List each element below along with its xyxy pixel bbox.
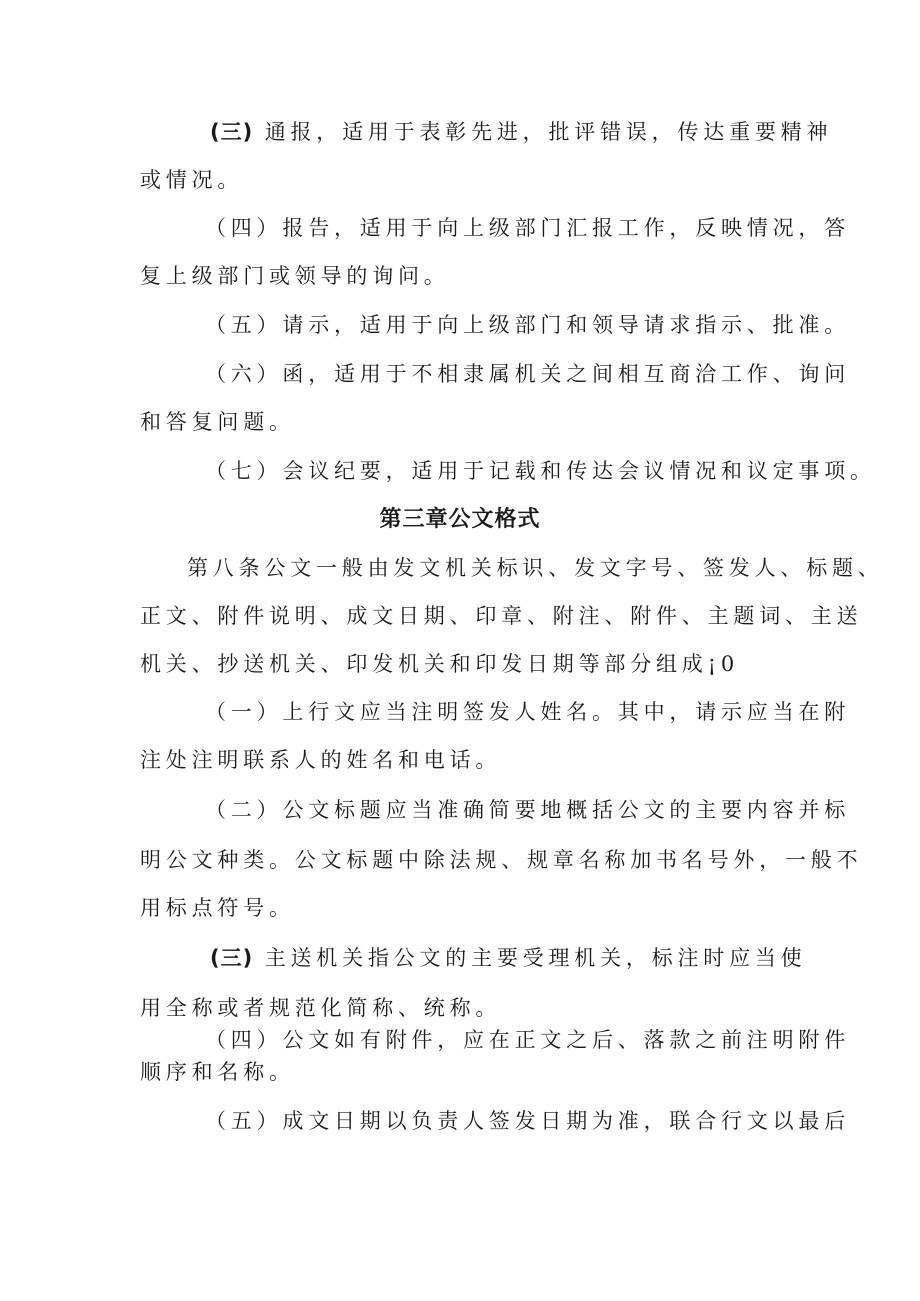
item-2-line-1: （二）公文标题应当准确简要地概括公文的主要内容并标 xyxy=(205,798,850,822)
section-6-line-1: （六）函，适用于不相隶属机关之间相互商洽工作、询问 xyxy=(205,362,850,386)
section-4-line-2: 复上级部门或领导的询问。 xyxy=(140,264,450,288)
item-5-line-1: （五）成文日期以负责人签发日期为准，联合行文以最后 xyxy=(205,1109,850,1133)
item-1-line-1: （一）上行文应当注明签发人姓名。其中，请示应当在附 xyxy=(205,700,850,724)
section-3-prefix: (三) xyxy=(210,120,254,144)
item-3-prefix: (三) xyxy=(210,946,254,970)
section-3-line-2: 或情况。 xyxy=(140,168,244,192)
item-3-line-1 xyxy=(210,943,807,973)
item-4-line-2: 顺序和名称。 xyxy=(140,1060,295,1084)
article-8-line-1: 第八条公文一般由发文机关标识、发文字号、签发人、标题、 xyxy=(187,556,884,580)
section-7-line: （七）会议纪要，适用于记载和传达会议情况和议定事项。 xyxy=(205,459,876,483)
article-8-line-2: 正文、附件说明、成文日期、印章、附注、附件、主题词、主送 xyxy=(140,604,863,628)
section-6-line-2: 和答复问题。 xyxy=(140,410,295,434)
item-3-text: 主送机关指公文的主要受理机关，标注时应当使 xyxy=(264,946,807,970)
item-1-line-2: 注处注明联系人的姓名和电话。 xyxy=(140,748,502,772)
chapter-title: 第三章公文格式 xyxy=(379,507,541,532)
section-4-line-1: （四）报告，适用于向上级部门汇报工作，反映情况，答 xyxy=(205,216,850,240)
article-8-line-3: 机关、抄送机关、印发机关和印发日期等部分组成¡0 xyxy=(140,652,739,676)
section-3-line-1 xyxy=(210,117,832,147)
item-3-line-2: 用全称或者规范化简称、统称。 xyxy=(140,996,502,1020)
item-4-line-1: （四）公文如有附件，应在正文之后、落款之前注明附件 xyxy=(205,1028,850,1052)
section-3-text: 通报，适用于表彰先进，批评错误，传达重要精神 xyxy=(264,120,833,144)
section-5-line: （五）请示，适用于向上级部门和领导请求指示、批准。 xyxy=(205,313,850,337)
item-2-line-2: 明公文种类。公文标题中除法规、规章名称加书名号外，一般不 xyxy=(140,848,863,872)
item-2-line-3: 用标点符号。 xyxy=(140,896,295,920)
